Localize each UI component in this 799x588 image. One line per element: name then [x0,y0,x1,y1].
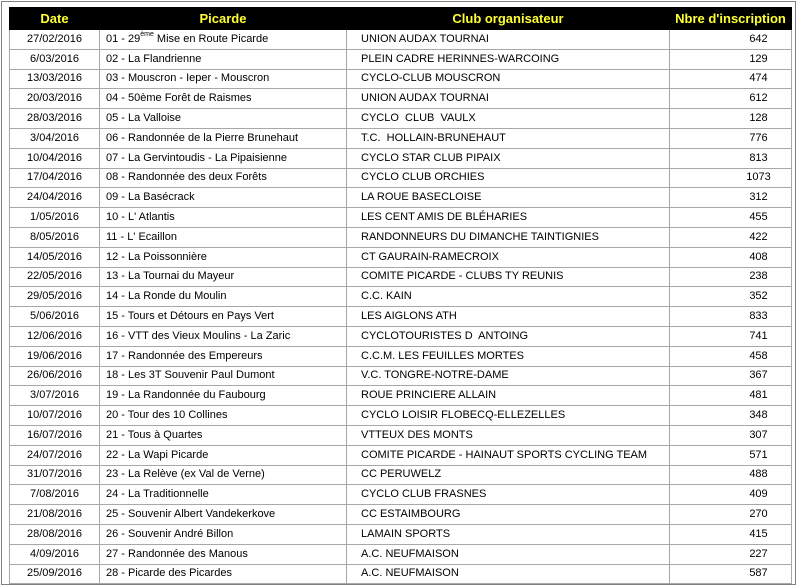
cell-picarde: 18 - Les 3T Souvenir Paul Dumont [100,366,347,386]
cell-nbre: 422 [670,227,792,247]
cell-date: 27/02/2016 [10,30,100,50]
table-row [10,208,792,228]
cell-picarde: 03 - Mouscron - Ieper - Mouscron [100,69,347,89]
cell-club: CC PERUWELZ [347,465,670,485]
cell-picarde: 05 - La Valloise [100,109,347,129]
cell-nbre: 307 [670,425,792,445]
cell-club: LES CENT AMIS DE BLÉHARIES [347,208,670,228]
cell-nbre: 409 [670,485,792,505]
cell-date: 19/06/2016 [10,346,100,366]
cell-picarde: 24 - La Traditionnelle [100,485,347,505]
cell-picarde: 13 - La Tournai du Mayeur [100,267,347,287]
cell-club: C.C.M. LES FEUILLES MORTES [347,346,670,366]
cell-date: 28/08/2016 [10,524,100,544]
table-row [10,465,792,485]
cell-nbre: 833 [670,307,792,327]
cell-date: 14/05/2016 [10,247,100,267]
cell-nbre: 227 [670,544,792,564]
header-club: Club organisateur [347,8,670,30]
cell-picarde: 26 - Souvenir André Billon [100,524,347,544]
table-row [10,326,792,346]
cell-picarde: 10 - L' Atlantis [100,208,347,228]
cell-nbre: 128 [670,109,792,129]
cell-nbre: 481 [670,386,792,406]
cell-club: CYCLO CLUB VAULX [347,109,670,129]
cell-nbre: 455 [670,208,792,228]
cell-date: 10/07/2016 [10,406,100,426]
cell-picarde [100,30,347,50]
table-row [10,445,792,465]
cell-nbre: 348 [670,406,792,426]
cell-picarde: 08 - Randonnée des deux Forêts [100,168,347,188]
cell-nbre: 312 [670,188,792,208]
cell-club: T.C. HOLLAIN-BRUNEHAUT [347,128,670,148]
cell-club: UNION AUDAX TOURNAI [347,30,670,50]
header-date: Date [10,8,100,30]
table-row [10,227,792,247]
cell-date: 31/07/2016 [10,465,100,485]
cell-picarde: 02 - La Flandrienne [100,49,347,69]
table-row [10,524,792,544]
cell-picarde: 12 - La Poissonnière [100,247,347,267]
table-row [10,128,792,148]
cell-nbre: 238 [670,267,792,287]
cell-date: 21/08/2016 [10,505,100,525]
cell-club: LAMAIN SPORTS [347,524,670,544]
cell-nbre: 488 [670,465,792,485]
cell-nbre: 1073 [670,168,792,188]
table-row [10,505,792,525]
cell-picarde: 15 - Tours et Détours en Pays Vert [100,307,347,327]
table-row [10,247,792,267]
cell-nbre: 415 [670,524,792,544]
cell-picarde: 04 - 50ème Forêt de Raismes [100,89,347,109]
cell-nbre: 352 [670,287,792,307]
table-row [10,69,792,89]
cell-picarde: 14 - La Ronde du Moulin [100,287,347,307]
cell-nbre: 776 [670,128,792,148]
table-body [10,30,792,584]
cell-nbre: 408 [670,247,792,267]
cell-club: CYCLO LOISIR FLOBECQ-ELLEZELLES [347,406,670,426]
table-row [10,544,792,564]
table-row [10,366,792,386]
cell-date: 4/09/2016 [10,544,100,564]
cell-picarde: 16 - VTT des Vieux Moulins - La Zaric [100,326,347,346]
picarde-text: 01 - 29 [106,32,141,45]
table-row [10,89,792,109]
cell-date: 13/03/2016 [10,69,100,89]
cell-club: CT GAURAIN-RAMECROIX [347,247,670,267]
table-row [10,109,792,129]
table-row [10,287,792,307]
cell-picarde: 06 - Randonnée de la Pierre Brunehaut [100,128,347,148]
cell-date: 28/03/2016 [10,109,100,129]
cell-picarde: 09 - La Basécrack [100,188,347,208]
table-row [10,148,792,168]
cell-nbre: 741 [670,326,792,346]
table-row [10,406,792,426]
cell-club: UNION AUDAX TOURNAI [347,89,670,109]
cell-picarde: 17 - Randonnée des Empereurs [100,346,347,366]
cell-club: A.C. NEUFMAISON [347,564,670,584]
cell-club: PLEIN CADRE HERINNES-WARCOING [347,49,670,69]
cell-picarde: 23 - La Relève (ex Val de Verne) [100,465,347,485]
cell-picarde: 19 - La Randonnée du Faubourg [100,386,347,406]
cell-club: CYCLO CLUB ORCHIES [347,168,670,188]
table-row [10,307,792,327]
cell-nbre: 571 [670,445,792,465]
table-row [10,30,792,50]
cell-picarde: 27 - Randonnée des Manous [100,544,347,564]
picarde-text-rest: Mise en Route Picarde [153,32,269,45]
cell-club: CYCLOTOURISTES D ANTOING [347,326,670,346]
cell-nbre: 129 [670,49,792,69]
cell-club: LES AIGLONS ATH [347,307,670,327]
cell-picarde: 07 - La Gervintoudis - La Pipaisienne [100,148,347,168]
events-table [9,7,792,584]
cell-date: 16/07/2016 [10,425,100,445]
cell-date: 7/08/2016 [10,485,100,505]
cell-nbre: 642 [670,30,792,50]
cell-nbre: 458 [670,346,792,366]
cell-nbre: 474 [670,69,792,89]
cell-nbre: 612 [670,89,792,109]
cell-date: 25/09/2016 [10,564,100,584]
cell-nbre: 367 [670,366,792,386]
cell-club: VTTEUX DES MONTS [347,425,670,445]
table-header-row [10,8,792,30]
cell-date: 24/04/2016 [10,188,100,208]
cell-date: 26/06/2016 [10,366,100,386]
picarde-superscript: ème [140,31,154,39]
header-nbre: Nbre d'inscription [670,8,792,30]
table-row [10,267,792,287]
cell-nbre: 813 [670,148,792,168]
cell-date: 20/03/2016 [10,89,100,109]
table-row [10,425,792,445]
header-picarde: Picarde [100,8,347,30]
cell-club: CYCLO STAR CLUB PIPAIX [347,148,670,168]
cell-club: CC ESTAIMBOURG [347,505,670,525]
cell-club: COMITE PICARDE - CLUBS TY REUNIS [347,267,670,287]
table-row [10,49,792,69]
cell-date: 3/04/2016 [10,128,100,148]
cell-date: 1/05/2016 [10,208,100,228]
cell-nbre: 270 [670,505,792,525]
table-row [10,346,792,366]
cell-club: ROUE PRINCIERE ALLAIN [347,386,670,406]
cell-club: A.C. NEUFMAISON [347,544,670,564]
cell-picarde: 11 - L' Ecaillon [100,227,347,247]
table-row [10,564,792,584]
cell-picarde: 20 - Tour des 10 Collines [100,406,347,426]
cell-club: RANDONNEURS DU DIMANCHE TAINTIGNIES [347,227,670,247]
cell-date: 3/07/2016 [10,386,100,406]
cell-club: CYCLO-CLUB MOUSCRON [347,69,670,89]
cell-club: CYCLO CLUB FRASNES [347,485,670,505]
cell-date: 12/06/2016 [10,326,100,346]
cell-date: 22/05/2016 [10,267,100,287]
cell-date: 8/05/2016 [10,227,100,247]
cell-picarde: 25 - Souvenir Albert Vandekerkove [100,505,347,525]
cell-picarde: 21 - Tous à Quartes [100,425,347,445]
cell-picarde: 28 - Picarde des Picardes [100,564,347,584]
cell-date: 6/03/2016 [10,49,100,69]
cell-date: 10/04/2016 [10,148,100,168]
cell-club: COMITE PICARDE - HAINAUT SPORTS CYCLING TEAM [347,445,670,465]
cell-date: 5/06/2016 [10,307,100,327]
table-row [10,168,792,188]
document-frame [1,1,796,585]
cell-club: V.C. TONGRE-NOTRE-DAME [347,366,670,386]
table-row [10,386,792,406]
cell-date: 17/04/2016 [10,168,100,188]
cell-date: 29/05/2016 [10,287,100,307]
cell-picarde: 22 - La Wapi Picarde [100,445,347,465]
cell-club: C.C. KAIN [347,287,670,307]
table-row [10,485,792,505]
cell-date: 24/07/2016 [10,445,100,465]
table-row [10,188,792,208]
cell-club: LA ROUE BASECLOISE [347,188,670,208]
cell-nbre: 587 [670,564,792,584]
